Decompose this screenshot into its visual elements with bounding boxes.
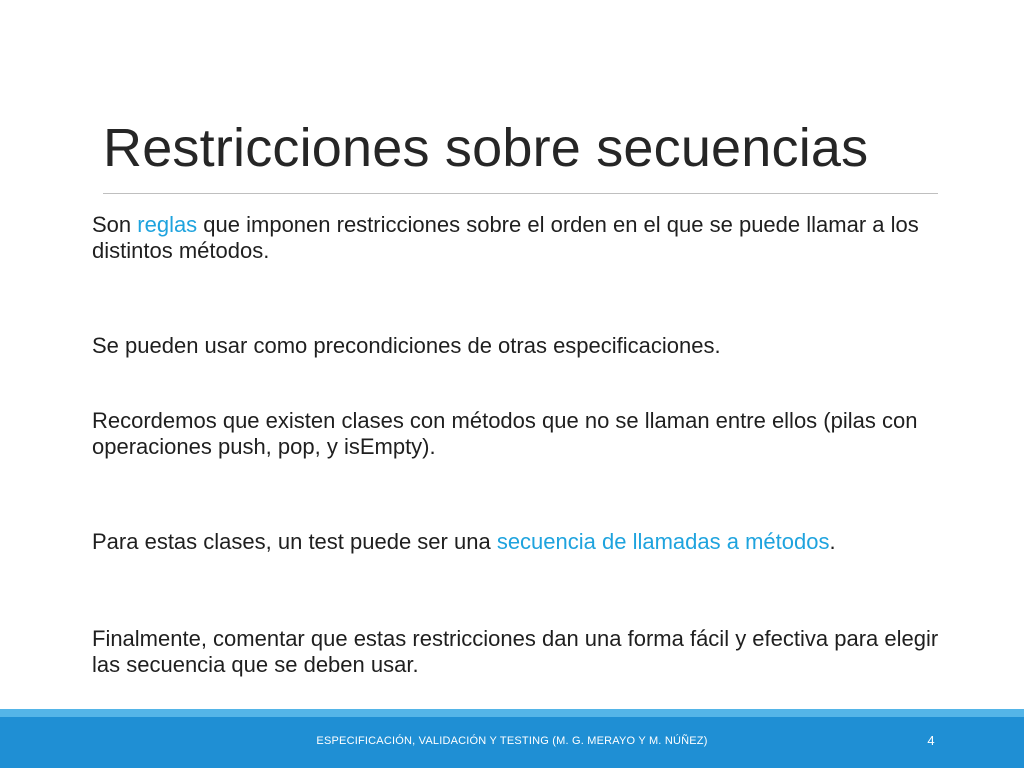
footer-accent-strip	[0, 709, 1024, 717]
paragraph-finalmente: Finalmente, comentar que estas restricciones dan una forma fácil y efectiva para elegir las secuencia que se deben usar.	[92, 626, 939, 677]
highlight-secuencia: secuencia de llamadas a métodos	[496, 529, 830, 554]
footer-text: ESPECIFICACIÓN, VALIDACIÓN Y TESTING (M. G. MERAYO Y M. NÚÑEZ)	[316, 735, 708, 747]
paragraph-text: Son	[92, 212, 138, 237]
highlight-reglas: reglas	[137, 212, 198, 237]
paragraph-reglas	[92, 212, 972, 264]
paragraph-text: .	[829, 529, 836, 554]
slide-title: Restricciones sobre secuencias	[103, 118, 869, 178]
title-divider	[103, 193, 938, 194]
page-number: 4	[927, 733, 935, 748]
paragraph-precondiciones: Se pueden usar como precondiciones de otras especificaciones.	[92, 333, 721, 358]
paragraph-text: Para estas clases, un test puede ser una	[92, 529, 497, 554]
paragraph-clases: Recordemos que existen clases con métodos que no se llaman entre ellos (pilas con operaciones push, pop, y isEmpty).	[92, 408, 918, 459]
paragraph-text: que imponen restricciones sobre el orden en el que se puede llamar a los distintos métodos.	[92, 212, 919, 263]
paragraph-test	[92, 529, 972, 555]
